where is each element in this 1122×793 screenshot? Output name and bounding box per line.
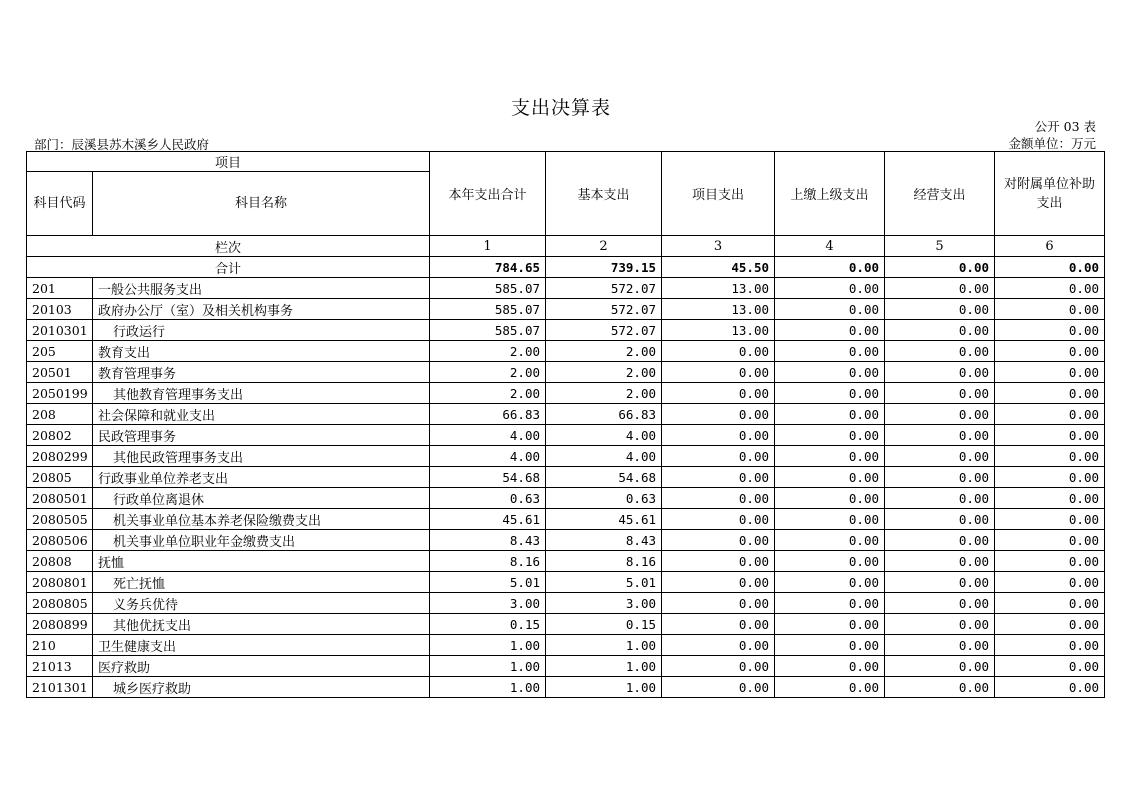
- header-row-group: [27, 152, 1105, 172]
- amount-basic: 1.00: [546, 677, 662, 698]
- amount-project: 0.00: [662, 572, 775, 593]
- account-code: 201: [27, 278, 93, 299]
- amount-upper: 0.00: [775, 677, 885, 698]
- amount-basic: 4.00: [546, 425, 662, 446]
- amount-upper: 0.00: [775, 656, 885, 677]
- amount-upper: 0.00: [775, 446, 885, 467]
- amount-business: 0.00: [885, 362, 995, 383]
- amount-basic: 8.16: [546, 551, 662, 572]
- amount-project: 0.00: [662, 488, 775, 509]
- amount-upper: 0.00: [775, 551, 885, 572]
- header-total: 本年支出合计: [430, 152, 546, 236]
- column-index-label: 栏次: [27, 236, 430, 257]
- table-row: [27, 635, 1105, 656]
- amount-upper: 0.00: [775, 425, 885, 446]
- amount-upper: 0.00: [775, 320, 885, 341]
- amount-business: 0.00: [885, 530, 995, 551]
- account-code: 2010301: [27, 320, 93, 341]
- amount-subsidiary: 0.00: [995, 425, 1105, 446]
- amount-total: 45.61: [430, 509, 546, 530]
- column-index-4: 4: [775, 236, 885, 257]
- amount-basic: 54.68: [546, 467, 662, 488]
- total-label: 合计: [27, 257, 430, 278]
- amount-total: 1.00: [430, 635, 546, 656]
- amount-subsidiary: 0.00: [995, 341, 1105, 362]
- amount-subsidiary: 0.00: [995, 551, 1105, 572]
- account-name: 教育管理事务: [93, 362, 430, 383]
- table-row: [27, 383, 1105, 404]
- amount-basic: 1.00: [546, 635, 662, 656]
- amount-basic: 45.61: [546, 509, 662, 530]
- amount-unit-label: 金额单位：万元: [1008, 136, 1096, 151]
- account-name: 医疗救助: [93, 656, 430, 677]
- account-code: 205: [27, 341, 93, 362]
- amount-subsidiary: 0.00: [995, 509, 1105, 530]
- table-row: [27, 551, 1105, 572]
- table-row: [27, 572, 1105, 593]
- amount-project: 0.00: [662, 467, 775, 488]
- amount-business: 0.00: [885, 467, 995, 488]
- total-cell: 0.00: [885, 257, 995, 278]
- amount-subsidiary: 0.00: [995, 362, 1105, 383]
- amount-business: 0.00: [885, 614, 995, 635]
- amount-subsidiary: 0.00: [995, 383, 1105, 404]
- amount-business: 0.00: [885, 677, 995, 698]
- amount-subsidiary: 0.00: [995, 404, 1105, 425]
- amount-project: 0.00: [662, 341, 775, 362]
- account-code: 2101301: [27, 677, 93, 698]
- amount-total: 4.00: [430, 425, 546, 446]
- amount-project: 0.00: [662, 362, 775, 383]
- amount-subsidiary: 0.00: [995, 446, 1105, 467]
- amount-project: 0.00: [662, 383, 775, 404]
- header-name: 科目名称: [93, 172, 430, 236]
- total-row: [27, 257, 1105, 278]
- amount-project: 0.00: [662, 404, 775, 425]
- amount-subsidiary: 0.00: [995, 656, 1105, 677]
- header-code: 科目代码: [27, 172, 93, 236]
- amount-business: 0.00: [885, 656, 995, 677]
- amount-total: 2.00: [430, 383, 546, 404]
- table-row: [27, 299, 1105, 320]
- amount-basic: 8.43: [546, 530, 662, 551]
- amount-total: 3.00: [430, 593, 546, 614]
- amount-project: 0.00: [662, 446, 775, 467]
- total-cell: 739.15: [546, 257, 662, 278]
- amount-total: 54.68: [430, 467, 546, 488]
- account-name: 其他优抚支出: [93, 614, 430, 635]
- account-name: 行政事业单位养老支出: [93, 467, 430, 488]
- account-name: 政府办公厅（室）及相关机构事务: [93, 299, 430, 320]
- amount-project: 13.00: [662, 299, 775, 320]
- amount-subsidiary: 0.00: [995, 593, 1105, 614]
- account-name: 社会保障和就业支出: [93, 404, 430, 425]
- amount-total: 4.00: [430, 446, 546, 467]
- amount-business: 0.00: [885, 593, 995, 614]
- account-name: 行政运行: [93, 320, 430, 341]
- table-row: [27, 362, 1105, 383]
- amount-subsidiary: 0.00: [995, 320, 1105, 341]
- total-cell: 0.00: [775, 257, 885, 278]
- amount-total: 5.01: [430, 572, 546, 593]
- amount-project: 0.00: [662, 509, 775, 530]
- amount-basic: 4.00: [546, 446, 662, 467]
- account-name: 卫生健康支出: [93, 635, 430, 656]
- amount-total: 585.07: [430, 278, 546, 299]
- amount-upper: 0.00: [775, 530, 885, 551]
- amount-subsidiary: 0.00: [995, 572, 1105, 593]
- amount-business: 0.00: [885, 488, 995, 509]
- amount-upper: 0.00: [775, 299, 885, 320]
- column-index-1: 1: [430, 236, 546, 257]
- account-name: 行政单位离退休: [93, 488, 430, 509]
- amount-basic: 0.63: [546, 488, 662, 509]
- total-cell: 45.50: [662, 257, 775, 278]
- amount-total: 2.00: [430, 341, 546, 362]
- page-title: 支出决算表: [510, 97, 611, 119]
- amount-upper: 0.00: [775, 383, 885, 404]
- amount-upper: 0.00: [775, 593, 885, 614]
- table-row: [27, 467, 1105, 488]
- amount-business: 0.00: [885, 278, 995, 299]
- table-row: [27, 404, 1105, 425]
- column-index-6: 6: [995, 236, 1105, 257]
- amount-project: 13.00: [662, 320, 775, 341]
- account-name: 机关事业单位基本养老保险缴费支出: [93, 509, 430, 530]
- amount-total: 1.00: [430, 656, 546, 677]
- amount-total: 8.43: [430, 530, 546, 551]
- header-upper: 上缴上级支出: [775, 152, 885, 236]
- amount-project: 0.00: [662, 614, 775, 635]
- table-row: [27, 278, 1105, 299]
- amount-basic: 2.00: [546, 341, 662, 362]
- amount-basic: 572.07: [546, 320, 662, 341]
- header-item-group: 项目: [27, 152, 430, 172]
- account-name: 义务兵优待: [93, 593, 430, 614]
- amount-basic: 0.15: [546, 614, 662, 635]
- amount-upper: 0.00: [775, 635, 885, 656]
- account-name: 教育支出: [93, 341, 430, 362]
- account-name: 其他教育管理事务支出: [93, 383, 430, 404]
- account-code: 2080899: [27, 614, 93, 635]
- amount-upper: 0.00: [775, 341, 885, 362]
- account-name: 民政管理事务: [93, 425, 430, 446]
- amount-subsidiary: 0.00: [995, 467, 1105, 488]
- account-code: 2080299: [27, 446, 93, 467]
- amount-upper: 0.00: [775, 572, 885, 593]
- amount-total: 8.16: [430, 551, 546, 572]
- amount-project: 0.00: [662, 677, 775, 698]
- amount-project: 0.00: [662, 425, 775, 446]
- amount-basic: 1.00: [546, 656, 662, 677]
- total-cell: 0.00: [995, 257, 1105, 278]
- amount-basic: 2.00: [546, 362, 662, 383]
- amount-basic: 3.00: [546, 593, 662, 614]
- amount-project: 0.00: [662, 593, 775, 614]
- amount-upper: 0.00: [775, 467, 885, 488]
- amount-subsidiary: 0.00: [995, 614, 1105, 635]
- account-code: 2050199: [27, 383, 93, 404]
- table-row: [27, 341, 1105, 362]
- amount-total: 585.07: [430, 320, 546, 341]
- amount-business: 0.00: [885, 509, 995, 530]
- header-business: 经营支出: [885, 152, 995, 236]
- table-row: [27, 425, 1105, 446]
- table-row: [27, 614, 1105, 635]
- account-code: 20501: [27, 362, 93, 383]
- amount-business: 0.00: [885, 425, 995, 446]
- column-index-3: 3: [662, 236, 775, 257]
- account-code: 210: [27, 635, 93, 656]
- amount-business: 0.00: [885, 404, 995, 425]
- table-row: [27, 530, 1105, 551]
- column-index-row: [27, 236, 1105, 257]
- amount-business: 0.00: [885, 572, 995, 593]
- amount-upper: 0.00: [775, 614, 885, 635]
- amount-business: 0.00: [885, 551, 995, 572]
- account-name: 死亡抚恤: [93, 572, 430, 593]
- table-row: [27, 593, 1105, 614]
- header-subsidiary: 对附属单位补助支出: [995, 152, 1105, 236]
- amount-business: 0.00: [885, 635, 995, 656]
- amount-project: 0.00: [662, 530, 775, 551]
- account-code: 2080505: [27, 509, 93, 530]
- header-basic: 基本支出: [546, 152, 662, 236]
- total-cell: 784.65: [430, 257, 546, 278]
- amount-project: 0.00: [662, 656, 775, 677]
- amount-basic: 66.83: [546, 404, 662, 425]
- amount-subsidiary: 0.00: [995, 488, 1105, 509]
- amount-upper: 0.00: [775, 362, 885, 383]
- table-row: [27, 446, 1105, 467]
- table-row: [27, 488, 1105, 509]
- account-code: 20805: [27, 467, 93, 488]
- amount-upper: 0.00: [775, 488, 885, 509]
- amount-basic: 5.01: [546, 572, 662, 593]
- amount-upper: 0.00: [775, 509, 885, 530]
- table-row: [27, 656, 1105, 677]
- table-row: [27, 677, 1105, 698]
- amount-subsidiary: 0.00: [995, 278, 1105, 299]
- amount-business: 0.00: [885, 383, 995, 404]
- amount-basic: 2.00: [546, 383, 662, 404]
- amount-subsidiary: 0.00: [995, 677, 1105, 698]
- amount-subsidiary: 0.00: [995, 299, 1105, 320]
- amount-business: 0.00: [885, 341, 995, 362]
- table-row: [27, 320, 1105, 341]
- account-name: 其他民政管理事务支出: [93, 446, 430, 467]
- amount-business: 0.00: [885, 320, 995, 341]
- amount-business: 0.00: [885, 299, 995, 320]
- account-code: 21013: [27, 656, 93, 677]
- department-label: 部门：辰溪县苏木溪乡人民政府: [34, 137, 210, 152]
- amount-subsidiary: 0.00: [995, 530, 1105, 551]
- amount-total: 585.07: [430, 299, 546, 320]
- amount-upper: 0.00: [775, 278, 885, 299]
- amount-business: 0.00: [885, 446, 995, 467]
- amount-total: 66.83: [430, 404, 546, 425]
- amount-project: 13.00: [662, 278, 775, 299]
- header-project: 项目支出: [662, 152, 775, 236]
- account-code: 2080501: [27, 488, 93, 509]
- amount-total: 2.00: [430, 362, 546, 383]
- account-code: 2080506: [27, 530, 93, 551]
- column-index-2: 2: [546, 236, 662, 257]
- amount-subsidiary: 0.00: [995, 635, 1105, 656]
- form-number: 公开 03 表: [1034, 119, 1096, 134]
- amount-total: 0.63: [430, 488, 546, 509]
- amount-project: 0.00: [662, 635, 775, 656]
- account-code: 20103: [27, 299, 93, 320]
- account-name: 机关事业单位职业年金缴费支出: [93, 530, 430, 551]
- amount-basic: 572.07: [546, 299, 662, 320]
- amount-basic: 572.07: [546, 278, 662, 299]
- amount-total: 0.15: [430, 614, 546, 635]
- amount-total: 1.00: [430, 677, 546, 698]
- account-name: 城乡医疗救助: [93, 677, 430, 698]
- account-code: 208: [27, 404, 93, 425]
- column-index-5: 5: [885, 236, 995, 257]
- account-name: 抚恤: [93, 551, 430, 572]
- account-code: 2080801: [27, 572, 93, 593]
- amount-project: 0.00: [662, 551, 775, 572]
- account-code: 2080805: [27, 593, 93, 614]
- amount-upper: 0.00: [775, 404, 885, 425]
- account-code: 20802: [27, 425, 93, 446]
- account-code: 20808: [27, 551, 93, 572]
- account-name: 一般公共服务支出: [93, 278, 430, 299]
- expenditure-table: [26, 151, 1105, 698]
- table-row: [27, 509, 1105, 530]
